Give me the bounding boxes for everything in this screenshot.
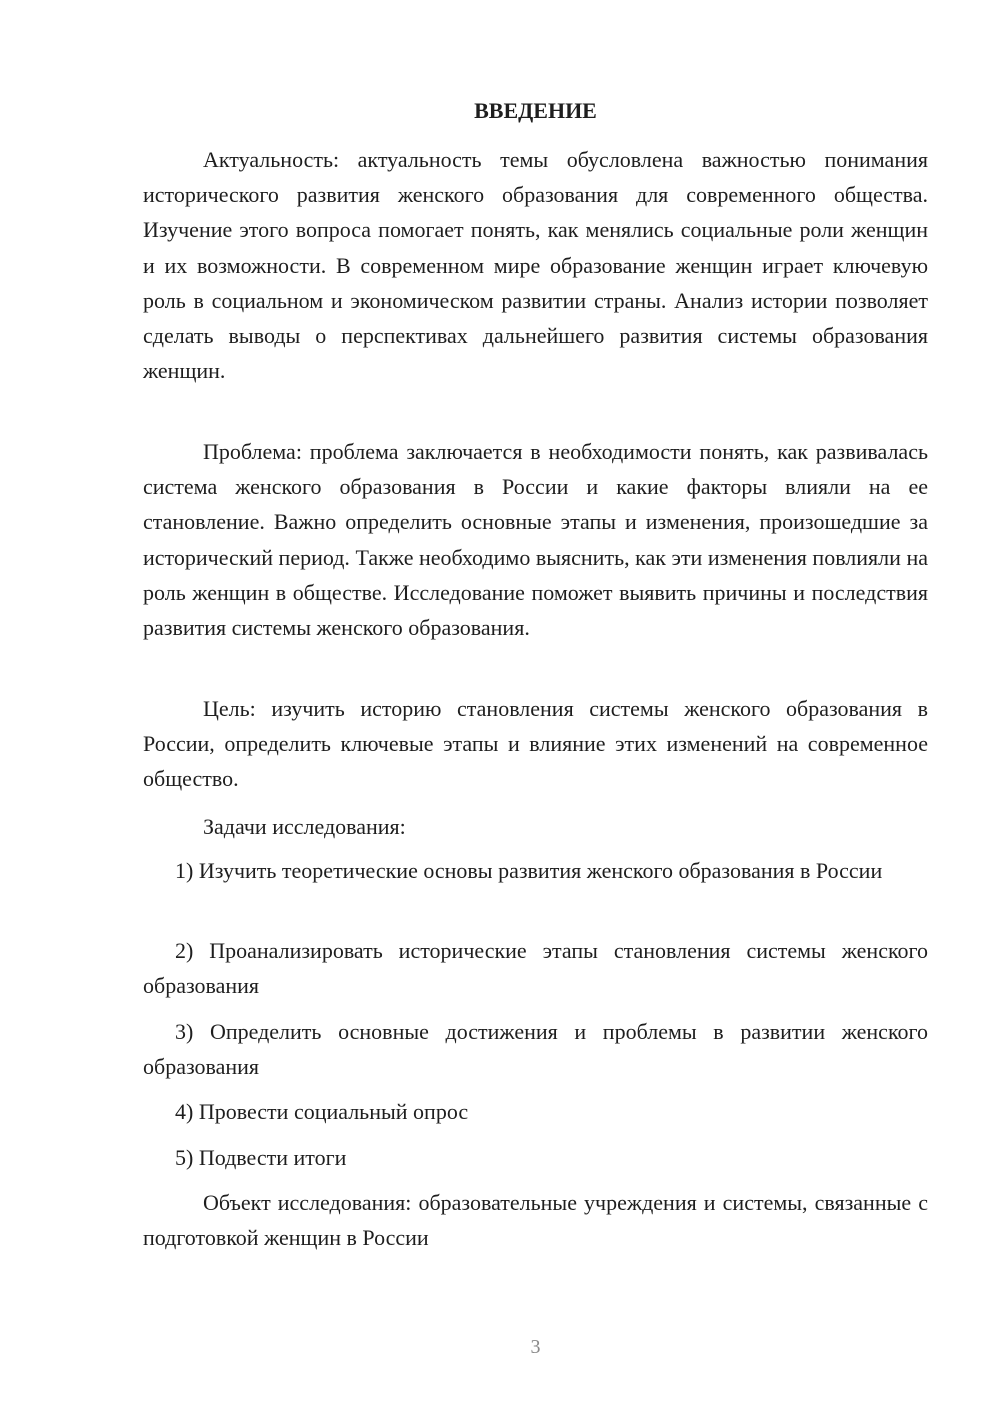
task-item-3: 3) Определить основные достижения и проблемы в развитии женского образования: [143, 1019, 928, 1080]
goal-paragraph: Цель: изучить историю становления системы женского образования в России, определить ключевые этапы и влияние этих изменений на современное общество.: [143, 696, 928, 792]
tasks-heading: Задачи исследования:: [203, 814, 406, 839]
task-item-2: 2) Проанализировать исторические этапы становления системы женского образования: [143, 938, 928, 999]
task-item-1: 1) Изучить теоретические основы развития женского образования в России: [175, 858, 883, 883]
task-item-5: 5) Подвести итоги: [175, 1145, 347, 1170]
page-number: 3: [530, 1336, 541, 1358]
problem-paragraph: Проблема: проблема заключается в необходимости понять, как развивалась система женского образования в России и какие факторы влияли на ее становление. Важно определить основные этапы и изменения, произошедшие за исторический период. Также необходимо выяснить, как эти изменения повлияли на роль женщин в обществе. Исследование поможет выявить причины и последствия развития системы женского образования.: [143, 439, 928, 641]
relevance-paragraph: Актуальность: актуальность темы обусловлена важностью понимания исторического развития женского образования для современного общества. Изучение этого вопроса помогает понять, как менялись социальные роли женщин и их возможности. В современном мире образование женщин играет ключевую роль в социальном и экономическом развитии страны. Анализ истории позволяет сделать выводы о перспективах дальнейшего развития системы образования женщин.: [143, 147, 928, 384]
task-item-4: 4) Провести социальный опрос: [175, 1099, 469, 1124]
page-title: ВВЕДЕНИЕ: [474, 98, 597, 123]
object-paragraph: Объект исследования: образовательные учреждения и системы, связанные с подготовкой женщин в России: [143, 1190, 928, 1251]
